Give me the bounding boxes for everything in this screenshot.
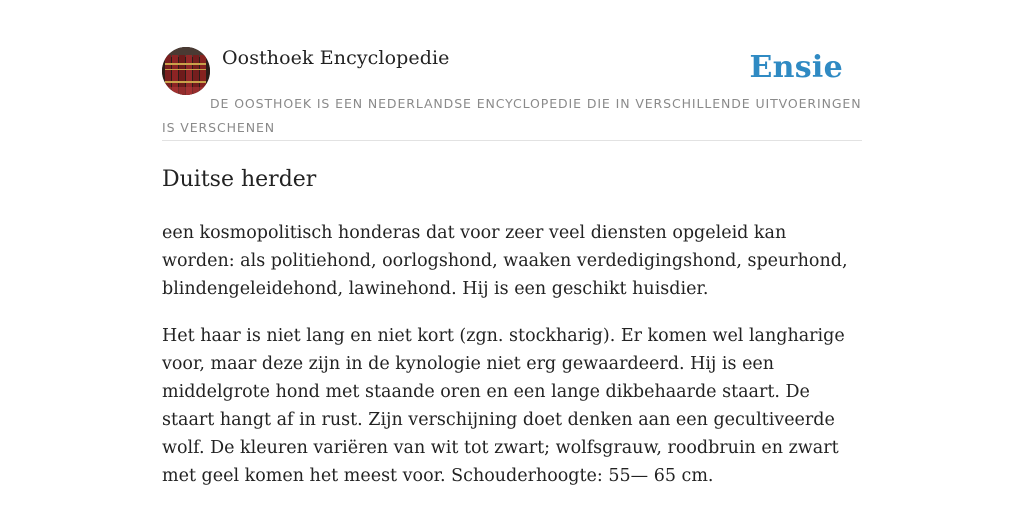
entry-paragraph: Het haar is niet lang en niet kort (zgn. stockharig). Er komen wel langharige voor, maar deze zijn in de kynologie niet erg gewaardeerd. Hij is een middelgrote hond met staande oren en een lange dikbehaarde staart. De staart hangt af in rust. Zijn verschijning doet denken aan een gecultiveerde wolf. De kleuren variëren van wit tot zwart; wolfsgrauw, roodbruin en zwart met geel komen het meest voor. Schouderhoogte: 55— 65 cm. <box>162 326 845 486</box>
source-description: DE OOSTHOEK IS EEN NEDERLANDSE ENCYCLOPEDIE DIE IN VERSCHILLENDE UITVOERINGEN IS VERSCHENEN <box>162 96 862 135</box>
source-header <box>162 44 862 141</box>
brand-logo[interactable]: Ensie <box>749 50 843 85</box>
source-title[interactable]: Oosthoek Encyclopedie <box>222 47 450 69</box>
entry-paragraph: een kosmopolitisch honderas dat voor zeer veel diensten opgeleid kan worden: als politiehond, oorlogshond, waaken verdedigingshond, speurhond, blindengeleidehond, lawinehond. Hij is een geschikt huisdier. <box>162 223 848 299</box>
book-spines-icon[interactable] <box>162 47 210 95</box>
entry-card <box>162 44 862 490</box>
entry-title: Duitse herder <box>162 167 317 192</box>
